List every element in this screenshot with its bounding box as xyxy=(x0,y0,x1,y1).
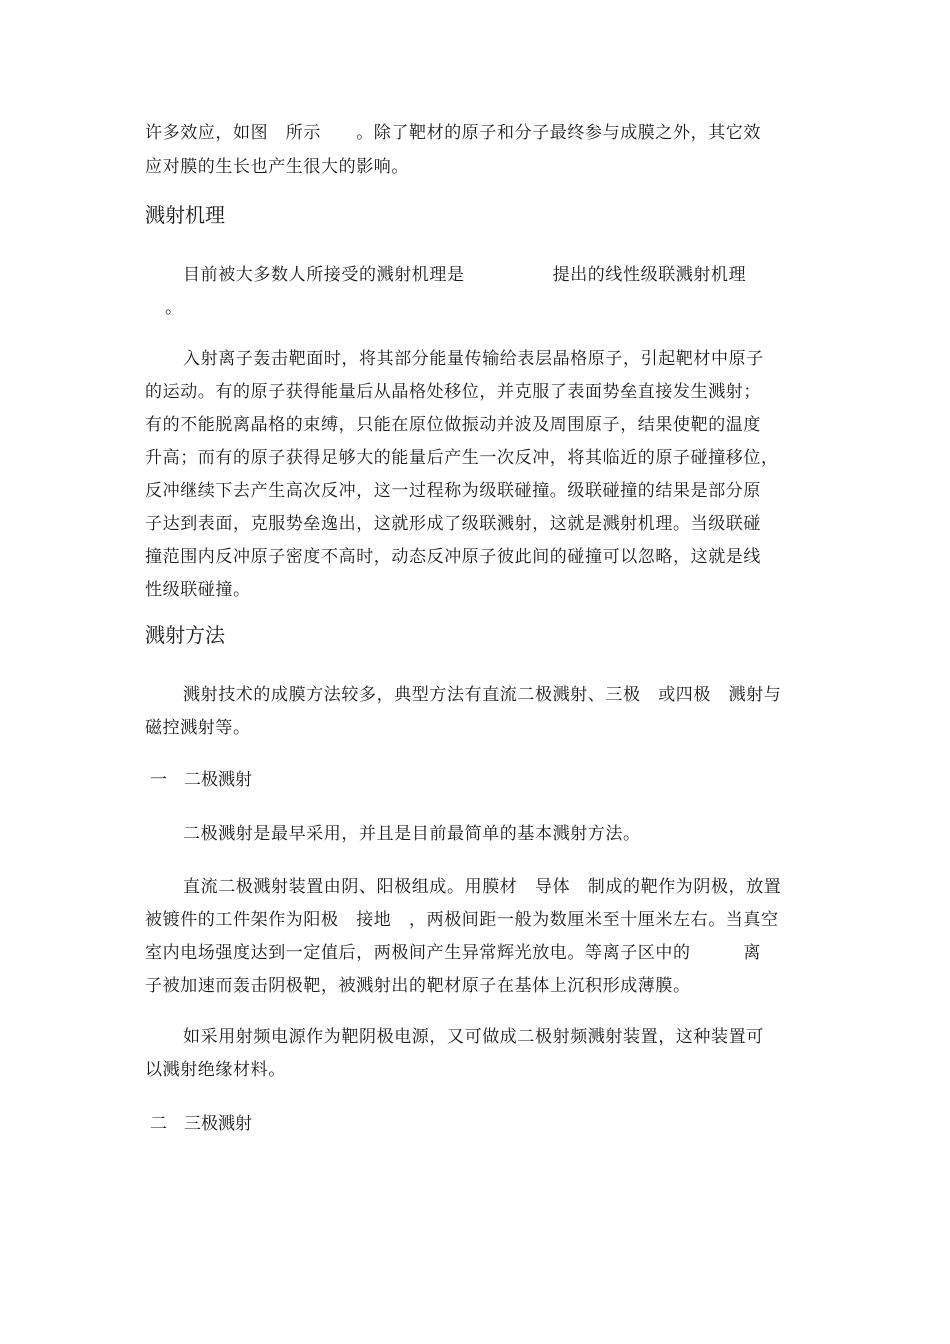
subsection-heading-diode: 一 二极溅射 xyxy=(150,770,252,790)
text-line: 二极溅射是最早采用，并且是目前最简单的基本溅射方法。 xyxy=(183,824,641,844)
text-line: 撞范围内反冲原子密度不高时，动态反冲原子彼此间的碰撞可以忽略，这就是线 xyxy=(145,547,761,567)
section-heading-mechanism: 溅射机理 xyxy=(145,203,225,227)
text-line: 。 xyxy=(165,298,183,318)
text-line: 性级联碰撞。 xyxy=(145,580,251,600)
text-line: 子达到表面，克服势垒逸出，这就形成了级联溅射，这就是溅射机理。当级联碰 xyxy=(145,514,761,534)
text-line: 以溅射绝缘材料。 xyxy=(145,1060,286,1080)
text-line: 溅射技术的成膜方法较多，典型方法有直流二极溅射、三极 或四极 溅射与 xyxy=(183,685,782,705)
text-line: 有的不能脱离晶格的束缚，只能在原位做振动并波及周围原子，结果使靶的温度 xyxy=(145,415,761,435)
text-line: 直流二极溅射装置由阴、阳极组成。用膜材 导体 制成的靶作为阴极，放置 xyxy=(183,877,782,897)
text-line: 目前被大多数人所接受的溅射机理是 提出的线性级联溅射机理 xyxy=(183,265,747,285)
text-line: 应对膜的生长也产生很大的影响。 xyxy=(145,157,409,177)
text-line: 室内电场强度达到一定值后，两极间产生异常辉光放电。等离子区中的 离 xyxy=(145,943,761,963)
subsection-heading-triode: 二 三极溅射 xyxy=(150,1114,252,1134)
section-heading-methods: 溅射方法 xyxy=(145,623,225,647)
text-line: 磁控溅射等。 xyxy=(145,718,251,738)
text-line: 反冲继续下去产生高次反冲，这一过程称为级联碰撞。级联碰撞的结果是部分原 xyxy=(145,481,761,501)
text-line: 子被加速而轰击阴极靶，被溅射出的靶材原子在基体上沉积形成薄膜。 xyxy=(145,976,691,996)
text-line: 升高；而有的原子获得足够大的能量后产生一次反冲，将其临近的原子碰撞移位， xyxy=(145,448,779,468)
text-line: 如采用射频电源作为靶阴极电源，又可做成二极射频溅射装置，这种装置可 xyxy=(183,1027,764,1047)
text-line: 被镀件的工件架作为阳极 接地 ，两极间距一般为数厘米至十厘米左右。当真空 xyxy=(145,910,779,930)
text-line: 入射离子轰击靶面时，将其部分能量传输给表层晶格原子，引起靶材中原子 xyxy=(183,349,764,369)
text-line: 许多效应，如图 所示 。除了靶材的原子和分子最终参与成膜之外，其它效 xyxy=(145,123,761,143)
text-line: 的运动。有的原子获得能量后从晶格处移位，并克服了表面势垒直接发生溅射； xyxy=(145,382,761,402)
